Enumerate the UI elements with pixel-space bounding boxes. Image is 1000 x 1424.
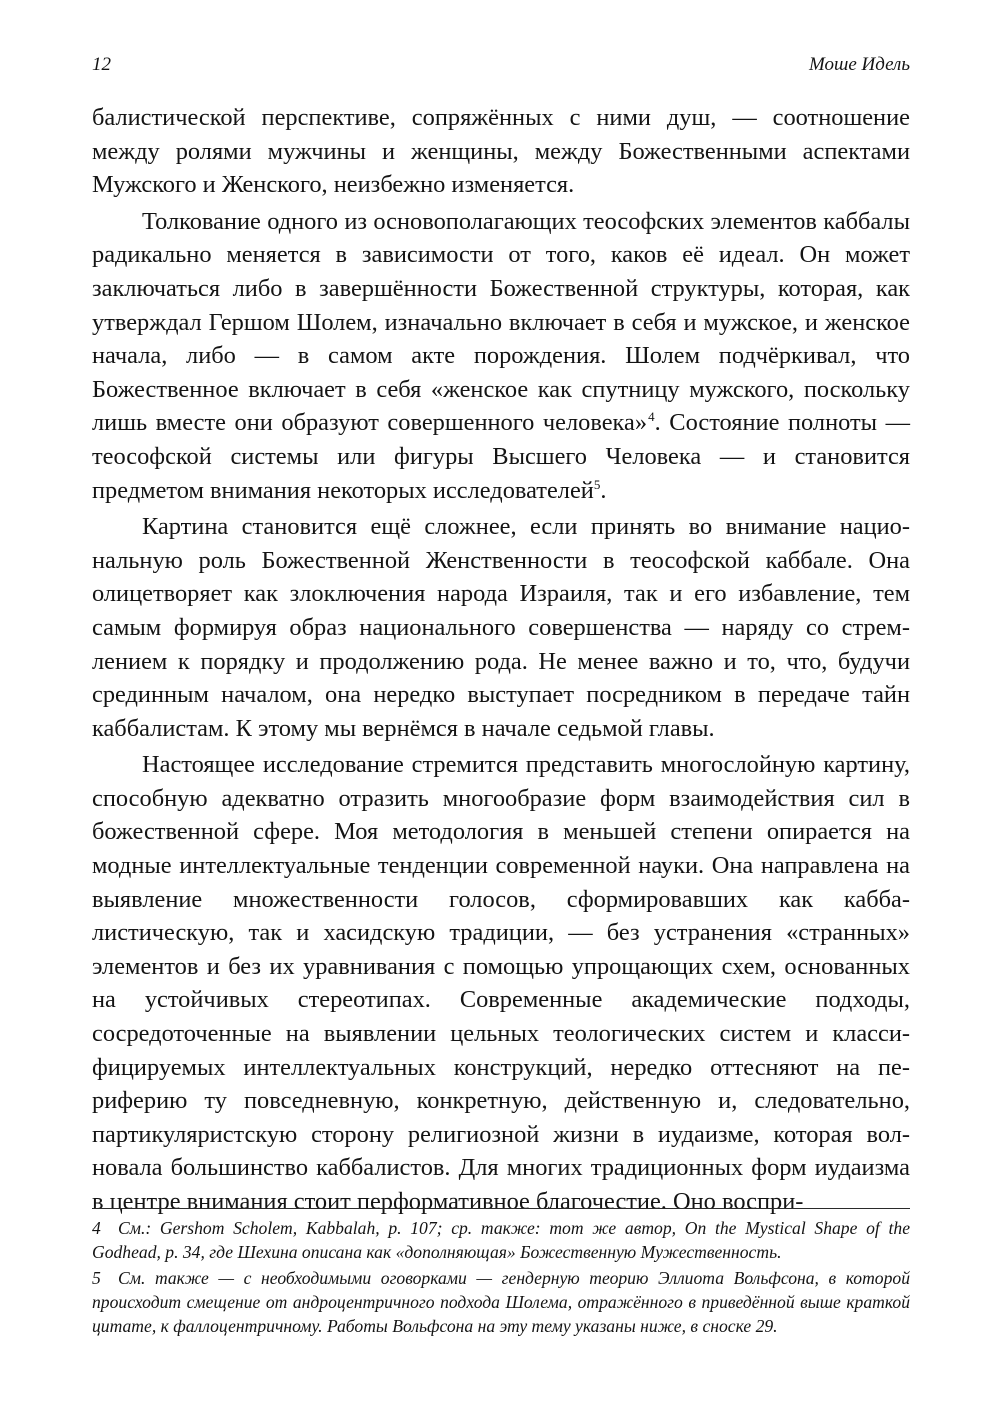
paragraph bbox=[92, 748, 910, 1218]
footnote bbox=[92, 1266, 910, 1338]
footnote-number: 4 bbox=[92, 1218, 101, 1238]
running-author: Моше Идель bbox=[808, 54, 910, 75]
paragraph bbox=[92, 205, 910, 507]
footnote-divider bbox=[92, 1208, 910, 1209]
footnote-text: См.: Gershom Scholem, Kabbalah, p. 107; ср. также: тот же автор, On the Mystical Shape of the Godhead, p. 34, где Шехина описана как «дополняющая» Божественную Мужественность. bbox=[92, 1218, 910, 1262]
footnote-reference[interactable]: 4 bbox=[648, 409, 655, 425]
paragraph-continuation bbox=[92, 101, 910, 202]
paragraph-text: . bbox=[600, 476, 607, 504]
paragraph-text: Настоящее исследование стремится представить многослойную картину, способную адекватно отразить многообразие форм взаимодействия сил в божественной сфере. Моя методология в меньшей степени опирается на модные интеллектуальные тенденции современной науки. Она направлена на выявление множественности голосов, сформировавших как каббалистическую, так и хасидскую традиции, — без устранения «странных» элементов и без их уравнивания с помощью упрощающих схем, основанных на устойчивых стереотипах. Современные академические подходы, сосредоточенные на выявлении цельных теологических систем и классифицируемых интеллектуальных конструкций, нередко оттесняют на периферию ту повседневную, конкретную, действенную и, следовательно, партикуляристскую сторону религиозной жизни в иудаизме, которая волновала большинство каббалистов. Для многих традиционных форм иудаизма в центре внимания стоит перформативное благочестие. Оно воспри- bbox=[92, 751, 910, 1215]
body-text bbox=[92, 101, 910, 1222]
paragraph-text: Картина становится ещё сложнее, если принять во внимание национальную роль Божественной Женственности в теософской каббале. Она олицетворяет как злоключения народа Израиля, так и его избавление, тем самым формируя образ национального совершенства — наряду со стремлением к порядку и продолжению рода. Не менее важно и то, что, будучи срединным началом, она нередко выступает посредником в передаче тайн каббалистам. К этому мы вернёмся в начале седьмой главы. bbox=[92, 513, 910, 742]
paragraph bbox=[92, 510, 910, 745]
footnote-text: См. также — с необходимыми оговорками — гендерную теорию Эллиота Вольфсона, в которой происходит смещение от андроцентричного подхода Шолема, отражённого в приведённой выше краткой цитате, к фаллоцентричному. Работы Вольфсона на эту тему указаны ниже, в сноске 29. bbox=[92, 1268, 910, 1336]
running-head bbox=[92, 52, 910, 78]
footnotes bbox=[92, 1216, 910, 1340]
footnote bbox=[92, 1216, 910, 1264]
footnote-number: 5 bbox=[92, 1268, 101, 1288]
paragraph-text: Толкование одного из основополагающих теософских элементов каббалы радикально меняется в зависимости от того, каков её идеал. Он может заключаться либо в завершённости Божественной структуры, которая, как утверждал Гершом Шолем, изначально включает в себя и мужское, и женское начала, либо — в самом акте порождения. Шолем подчёркивал, что Божественное включает в себя «женское как спутницу мужского, поскольку лишь вместе они образуют совершенного человека» bbox=[92, 207, 910, 437]
paragraph-text: . Состояние полноты — теософской системы или фигуры Высшего Человека — и становится предметом внимания некоторых исследователей bbox=[92, 409, 910, 504]
page-number: 12 bbox=[92, 54, 111, 75]
paragraph-text: балистической перспективе, сопряжённых с ними душ, — соотношение между ролями мужчины и женщины, между Божественными аспектами Мужского и Женского, неизбежно изменяется. bbox=[92, 104, 910, 199]
footnote-reference[interactable]: 5 bbox=[593, 476, 601, 492]
